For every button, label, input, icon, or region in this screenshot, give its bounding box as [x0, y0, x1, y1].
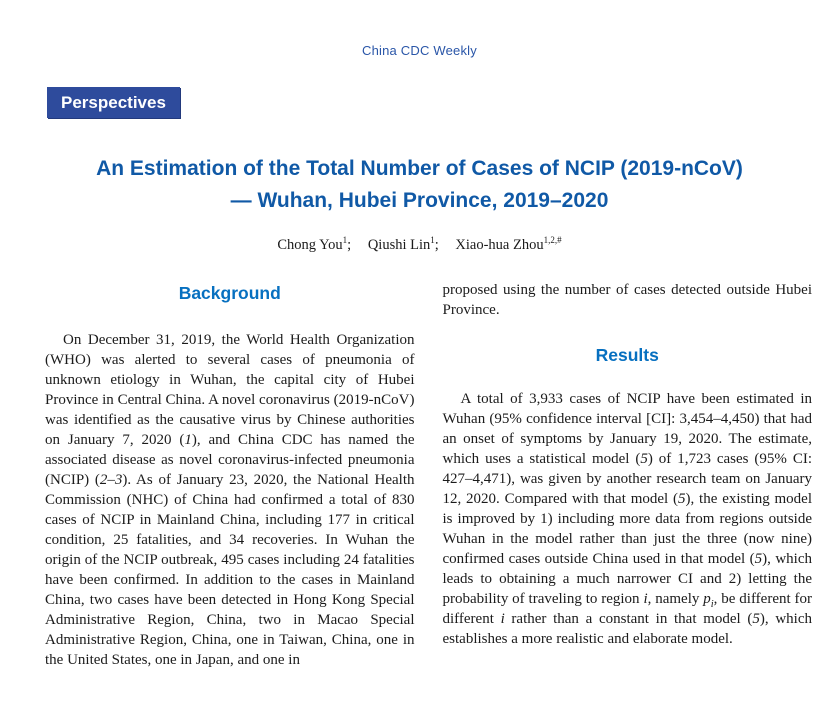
two-column-body	[45, 280, 812, 670]
results-paragraph: A total of 3,933 cases of NCIP have been estimated in Wuhan (95% confidence interval [CI]: 3,454–4,450) that had an onset of symptoms by January 19, 2020. The estimate, which uses a statistical model (5) of 1,723 cases (95% CI: 427–4,471), was given by another research team on January 12, 2020. Compared with that model (5), the existing model is improved by 1) including more data from regions outside Wuhan in the model rather than just the three (now nine) confirmed cases outside China used in that model (5), which leads to obtaining a much narrower CI and 2) letting the probability of traveling to region i, namely $p_i$, be different for different i rather than a constant in that model (5), which establishes a more realistic and elaborate model.	[442, 391, 813, 647]
perspectives-badge: Perspectives	[47, 87, 180, 118]
author-3-affiliation-superscript: 1,2,#	[543, 235, 562, 245]
author-1	[277, 237, 351, 253]
background-paragraph: On December 31, 2019, the World Health Organization (WHO) was alerted to several cases of pneumonia of unknown etiology in Wuhan, the capital city of Hubei Province in Central China. A novel coronavirus (2019-nCoV) was identified as the causative virus by Chinese authorities on January 7, 2020 (1), and China CDC has named the associated disease as novel coronavirus-infected pneumonia (NCIP) (2–3). As of January 23, 2020, the National Health Commission (NHC) of China had confirmed a total of 830 cases of NCIP in Mainland China, including 177 in critical condition, 25 fatalities, and 34 recoveries. In Wuhan the origin of the NCIP outbreak, 495 cases including 24 fatalities have been confirmed. In addition to the cases in Mainland China, two cases have been detected in Hong Kong Special Administrative Region, China, two in Macao Special Administrative Region, China, one in Taiwan, China, one in the United States, one in Japan, and one in	[45, 332, 415, 668]
section-heading-results: Results	[595, 345, 659, 365]
author-3-name: Xiao-hua Zhou	[455, 236, 544, 253]
author-separator: ;	[347, 236, 352, 253]
journal-name: China CDC Weekly	[362, 43, 477, 58]
author-2-affiliation-superscript: 1	[430, 235, 435, 245]
article-title	[20, 153, 819, 217]
author-separator: ;	[434, 236, 439, 253]
author-1-affiliation-superscript: 1	[342, 235, 348, 245]
authors-line	[0, 235, 839, 254]
article-title-line1: An Estimation of the Total Number of Cases of NCIP (2019-nCoV)	[96, 157, 743, 180]
author-2-name: Qiushi Lin	[367, 236, 431, 253]
section-heading-background: Background	[178, 283, 281, 303]
author-3	[455, 237, 561, 253]
right-column	[443, 280, 813, 670]
author-2	[368, 237, 439, 253]
author-1-name: Chong You	[277, 236, 343, 253]
left-column	[45, 280, 415, 670]
carryover-paragraph: proposed using the number of cases detected outside Hubei Province.	[442, 282, 812, 318]
article-title-line2: — Wuhan, Hubei Province, 2019–2020	[230, 189, 609, 212]
